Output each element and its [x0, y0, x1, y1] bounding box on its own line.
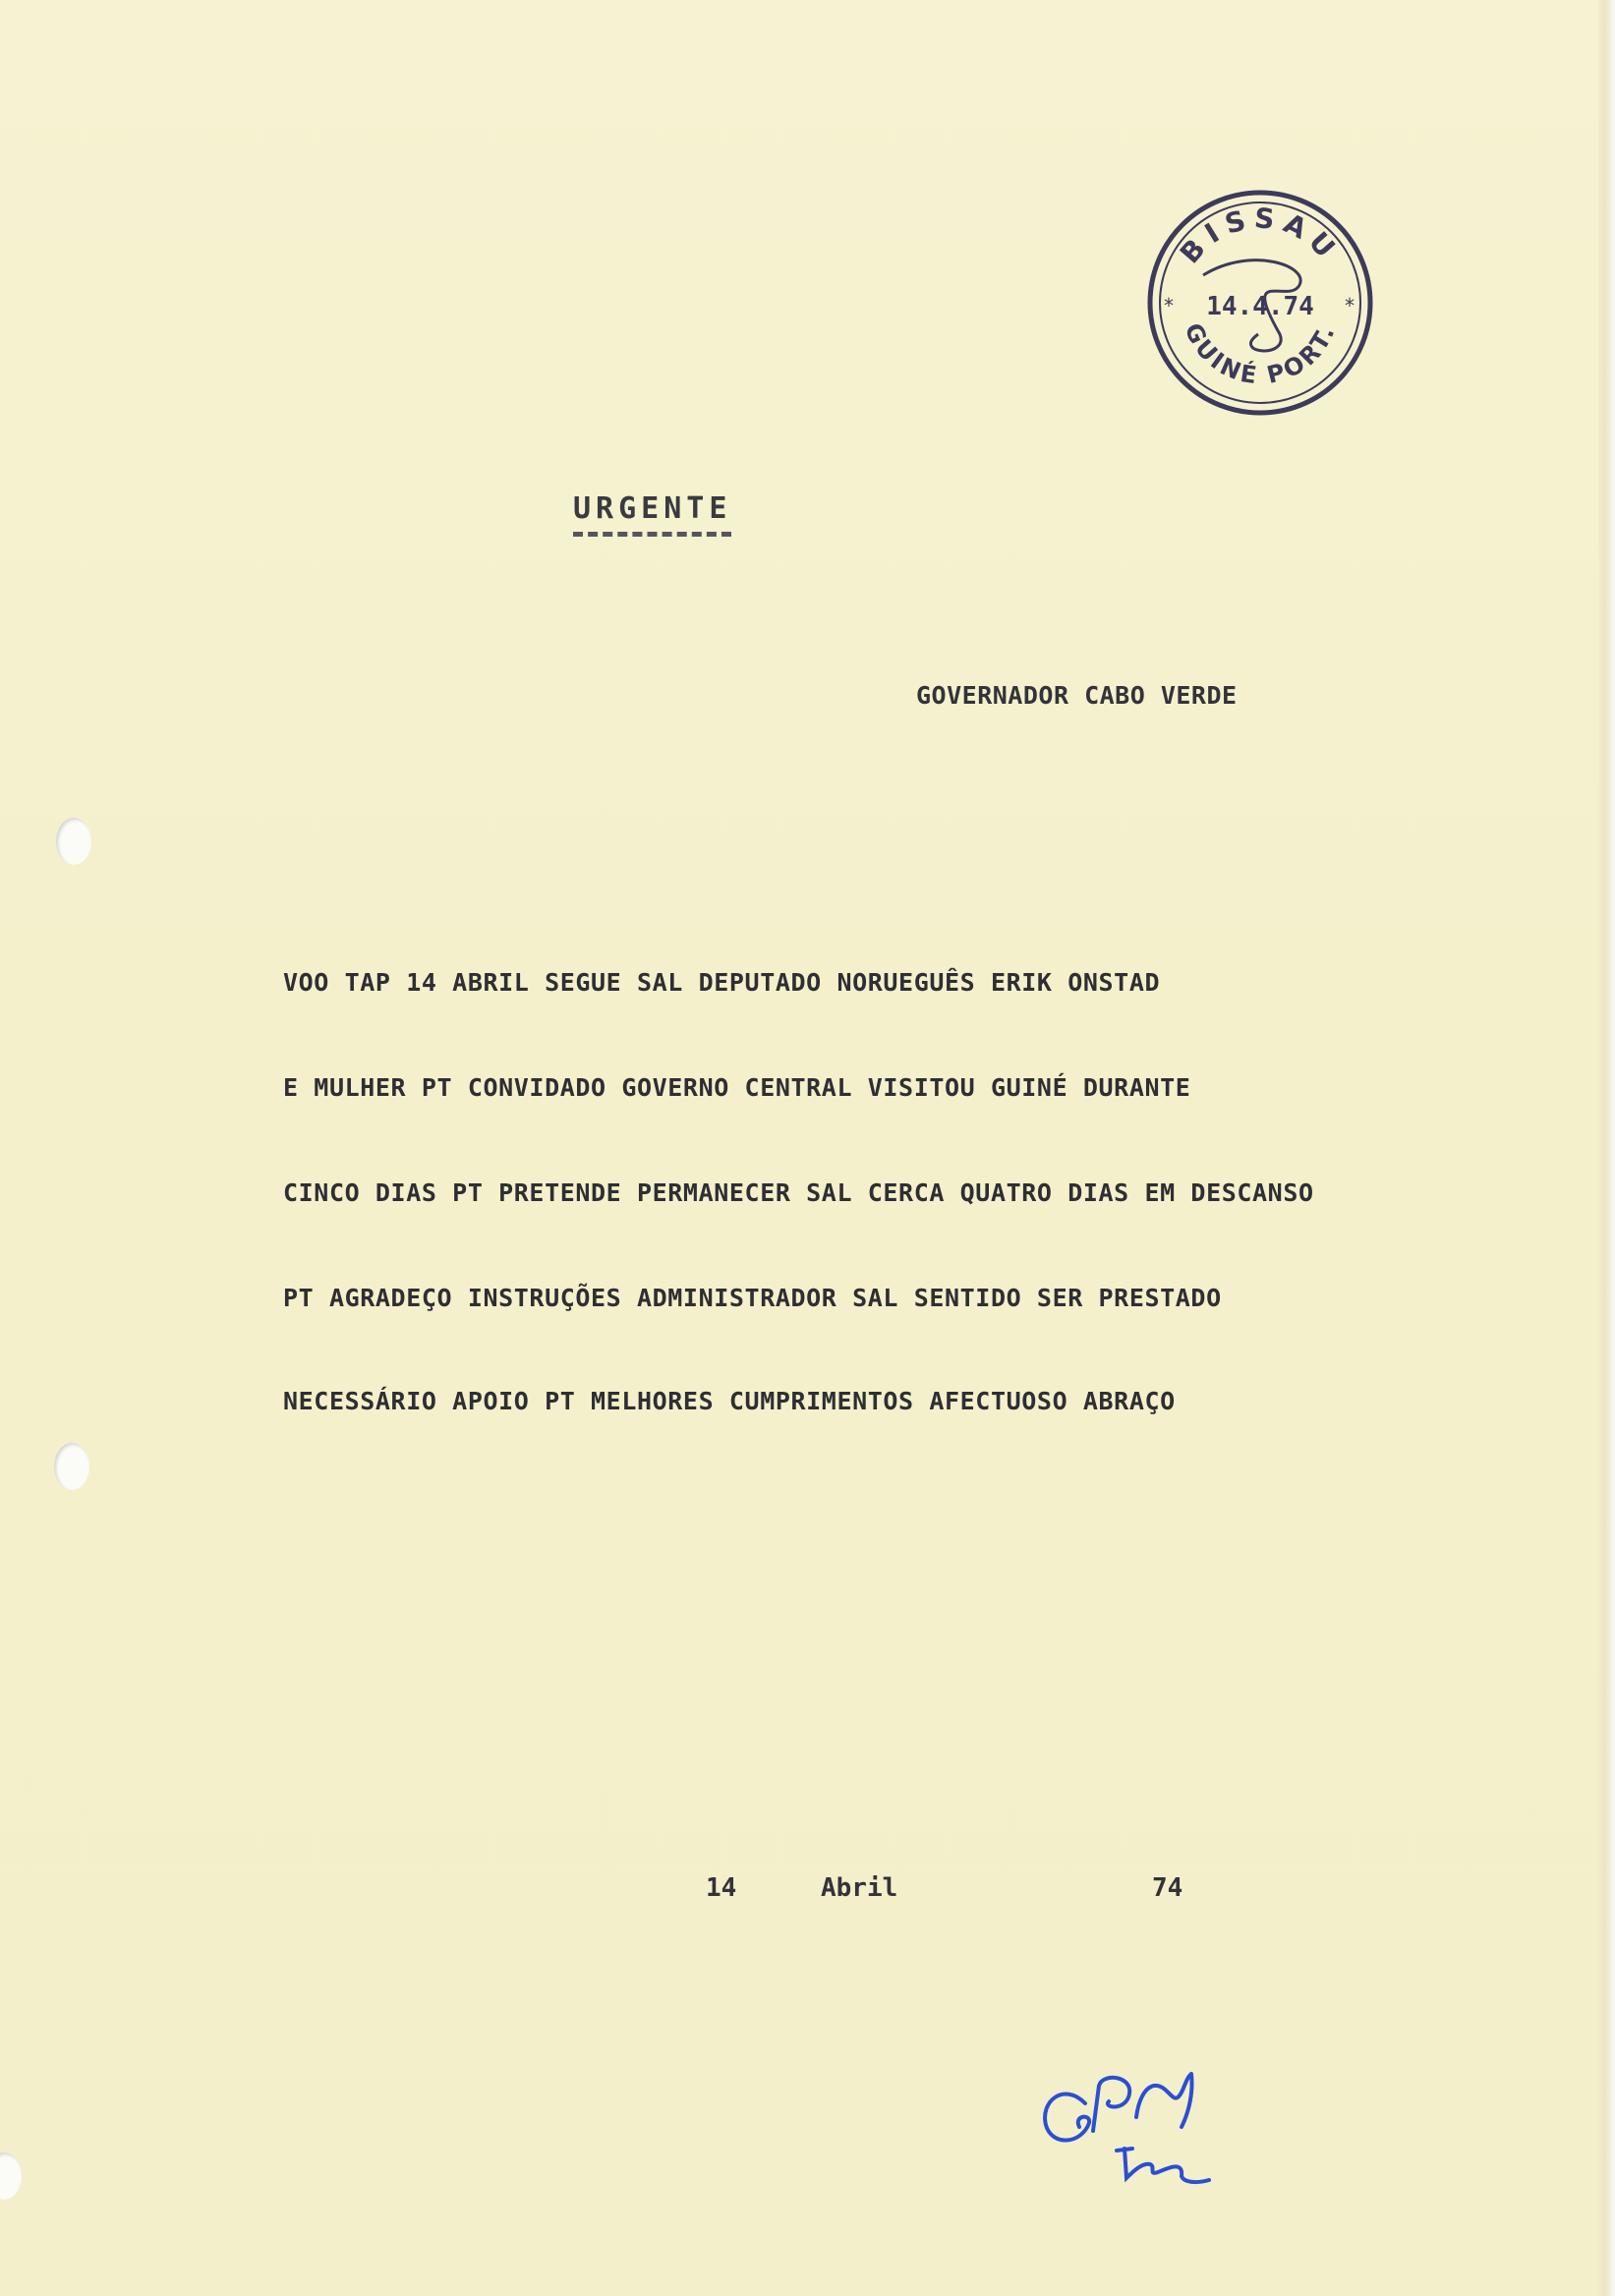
svg-text:*: * [1164, 294, 1174, 317]
recipient-line: GOVERNADOR CABO VERDE [916, 681, 1238, 710]
handwritten-signature [1034, 2062, 1250, 2200]
punch-hole-top [56, 818, 91, 865]
stamp-bottom-text: GUINÉ PORT. [1179, 318, 1342, 390]
stamp-top-text: BISSAU [1173, 201, 1348, 270]
body-line-1: VOO TAP 14 ABRIL SEGUE SAL DEPUTADO NORUEGUÊS ERIK ONSTAD [283, 968, 1161, 997]
body-line-2: E MULHER PT CONVIDADO GOVERNO CENTRAL VISITOU GUINÉ DURANTE [283, 1073, 1191, 1102]
page-edge [1598, 0, 1615, 2296]
urgent-heading: URGENTE [573, 491, 731, 537]
date-year: 74 [1152, 1873, 1183, 1903]
svg-text:*: * [1345, 294, 1355, 317]
body-line-3: CINCO DIAS PT PRETENDE PERMANECER SAL CERCA QUATRO DIAS EM DESCANSO [283, 1178, 1314, 1207]
date-day: 14 [706, 1873, 737, 1903]
svg-text:GUINÉ PORT. [1179, 318, 1341, 389]
body-line-4: PT AGRADEÇO INSTRUÇÕES ADMINISTRADOR SAL SENTIDO SER PRESTADO [283, 1284, 1222, 1312]
bissau-postmark-stamp [1142, 187, 1378, 423]
date-month: Abril [821, 1873, 898, 1903]
body-line-5: NECESSÁRIO APOIO PT MELHORES CUMPRIMENTOS AFECTUOSO ABRAÇO [283, 1387, 1176, 1415]
stamp-date-text: 14.4.74 [1206, 292, 1314, 321]
punch-hole-middle [54, 1443, 89, 1490]
